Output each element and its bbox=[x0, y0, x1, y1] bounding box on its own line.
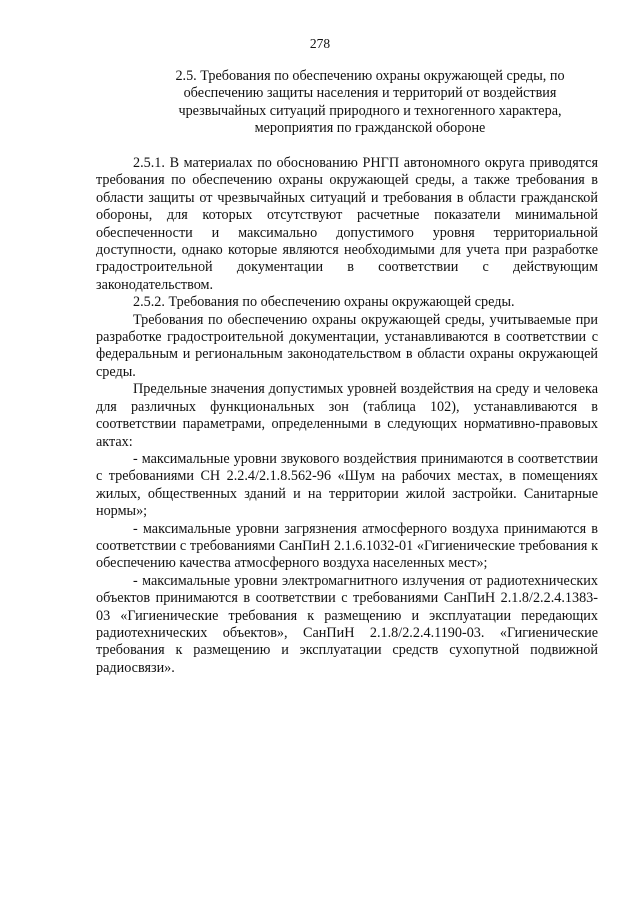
section-heading-line: чрезвычайных ситуаций природного и техногенного характера, bbox=[178, 102, 562, 119]
document-body bbox=[96, 155, 598, 677]
list-item-electromagnetic: - максимальные уровни электромагнитного излучения от радиотехнических объектов принимаются в соответствии с требованиями СанПиН 2.1.8/2.2.4.1383-03 «Гигиенические требования к размещению и эксплуатации передающих радиотехнических объектов», СанПиН 2.1.8/2.2.4.1190-03. «Гигиенические требования к размещению и эксплуатации средств сухопутной подвижной радиосвязи». bbox=[96, 572, 598, 676]
list-item-noise: - максимальные уровни звукового воздействия принимаются в соответствии с требованиями СН 2.2.4/2.1.8.562-96 «Шум на рабочих местах, в помещениях жилых, общественных зданий и на территории жилой застройки. Санитарные нормы»; bbox=[96, 450, 598, 520]
section-heading-line: обеспечению защиты населения и территорий от воздействия bbox=[183, 85, 557, 102]
list-item-air: - максимальные уровни загрязнения атмосферного воздуха принимаются в соответствии с требованиями СанПиН 2.1.6.1032-01 «Гигиенические требования к обеспечению качества атмосферного воздуха населенных мест»; bbox=[96, 520, 598, 572]
section-heading bbox=[140, 68, 600, 138]
paragraph-2-5-1: 2.5.1. В материалах по обоснованию РНГП автономного округа приводятся требования по обеспечению охраны окружающей среды, а также требования в области защиты от чрезвычайных ситуаций и требования в области гражданской обороны, для которых отсутствуют расчетные показатели минимальной обеспеченности и максимально допустимого уровня территориальной доступности, однако которые являются необходимыми для учета при разработке градостроительной документации в соответствии с действующим законодательством. bbox=[96, 155, 598, 293]
section-heading-line: 2.5. Требования по обеспечению охраны окружающей среды, по bbox=[175, 68, 565, 84]
paragraph-limit-values: Предельные значения допустимых уровней воздействия на среду и человека для различных функциональных зон (таблица 102), устанавливаются в соответствии параметрами, определенными в следующих нормативно-правовых актах: bbox=[96, 381, 598, 450]
paragraph-requirements: Требования по обеспечению охраны окружающей среды, учитываемые при разработке градостроительной документации, устанавливаются в соответствии с федеральным и региональным законодательством в области охраны окружающей среды. bbox=[96, 311, 598, 380]
section-heading-line: мероприятия по гражданской обороне bbox=[254, 120, 486, 137]
page-number: 278 bbox=[309, 36, 331, 51]
paragraph-2-5-2-heading: 2.5.2. Требования по обеспечению охраны окружающей среды. bbox=[133, 294, 515, 311]
